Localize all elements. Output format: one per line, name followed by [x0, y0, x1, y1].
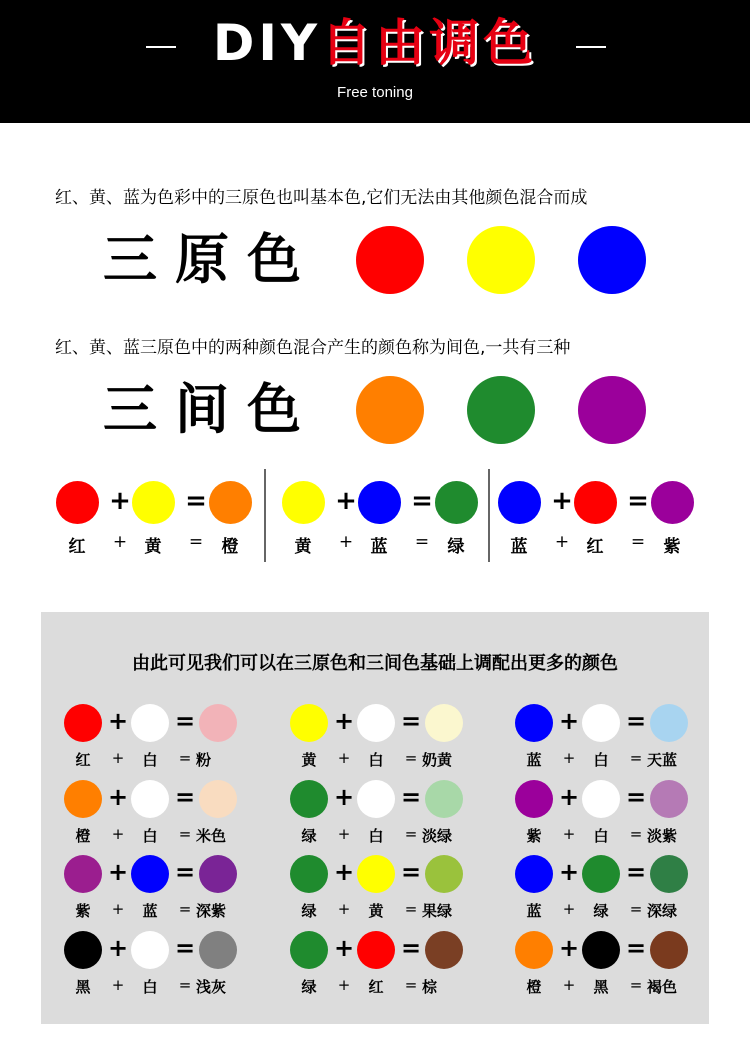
equals-sign: =	[175, 858, 196, 886]
more-label-b: 红	[368, 978, 384, 996]
more-label-equals: =	[178, 976, 192, 994]
plus-sign: +	[334, 783, 355, 811]
more-color-b	[582, 704, 620, 742]
more-color-b	[131, 704, 169, 742]
mix-color-result	[435, 481, 478, 524]
more-label-a: 蓝	[526, 902, 542, 920]
more-color-b	[357, 780, 395, 818]
more-color-b	[131, 931, 169, 969]
more-color-a	[290, 780, 328, 818]
more-label-result: 褐色	[647, 978, 678, 996]
equals-sign: =	[175, 783, 196, 811]
more-color-a	[64, 704, 102, 742]
plus-sign: +	[108, 707, 129, 735]
plus-sign: +	[334, 934, 355, 962]
more-color-result	[650, 704, 688, 742]
mix-label-equals: =	[414, 532, 430, 552]
equals-sign: =	[175, 934, 196, 962]
mix-label-b: 黄	[144, 537, 162, 557]
plus-sign: +	[559, 934, 580, 962]
more-label-plus: +	[111, 900, 125, 918]
mix-label-a: 蓝	[510, 537, 528, 557]
more-label-equals: =	[404, 976, 418, 994]
more-label-plus: +	[111, 825, 125, 843]
more-label-result: 深紫	[196, 902, 227, 920]
mix-divider	[488, 469, 490, 562]
more-label-b: 蓝	[142, 902, 158, 920]
more-label-a: 绿	[301, 902, 317, 920]
mix-label-equals: =	[630, 532, 646, 552]
primary-description: 红、黄、蓝为色彩中的三原色也叫基本色,它们无法由其他颜色混合而成	[55, 188, 588, 208]
more-color-a	[64, 855, 102, 893]
more-color-b	[131, 780, 169, 818]
more-label-result: 米色	[196, 827, 227, 845]
more-color-result	[650, 931, 688, 969]
secondary-color-swatch	[467, 376, 535, 444]
equals-sign: =	[626, 934, 647, 962]
more-label-plus: +	[562, 900, 576, 918]
more-color-a	[290, 704, 328, 742]
more-label-b: 黑	[593, 978, 609, 996]
plus-sign: +	[108, 934, 129, 962]
plus-sign: +	[334, 707, 355, 735]
more-color-result	[425, 704, 463, 742]
equals-sign: =	[401, 707, 422, 735]
more-label-a: 紫	[526, 827, 542, 845]
more-label-result: 深绿	[647, 902, 678, 920]
more-label-a: 黄	[301, 751, 317, 769]
mix-color-b	[574, 481, 617, 524]
more-label-result: 淡紫	[647, 827, 678, 845]
mix-label-b: 蓝	[370, 537, 388, 557]
equals-sign: =	[411, 486, 433, 516]
more-color-result	[199, 931, 237, 969]
primary-color-swatch	[578, 226, 646, 294]
more-label-equals: =	[629, 825, 643, 843]
more-label-b: 白	[368, 751, 384, 769]
more-label-equals: =	[629, 900, 643, 918]
more-color-result	[199, 780, 237, 818]
plus-sign: +	[559, 858, 580, 886]
primary-color-swatch	[467, 226, 535, 294]
more-color-a	[64, 931, 102, 969]
plus-sign: +	[335, 486, 357, 516]
primary-color-swatch	[356, 226, 424, 294]
equals-sign: =	[175, 707, 196, 735]
secondary-label: 三间色	[103, 378, 319, 441]
more-color-a	[515, 855, 553, 893]
mix-label-result: 橙	[221, 537, 239, 557]
more-label-plus: +	[111, 749, 125, 767]
more-label-plus: +	[337, 749, 351, 767]
more-label-result: 奶黄	[422, 751, 453, 769]
more-label-result: 粉	[196, 751, 212, 769]
more-label-plus: +	[562, 749, 576, 767]
more-color-a	[515, 704, 553, 742]
more-label-plus: +	[562, 976, 576, 994]
more-colors-title: 由此可见我们可以在三原色和三间色基础上调配出更多的颜色	[132, 653, 618, 674]
more-label-equals: =	[178, 749, 192, 767]
more-label-equals: =	[404, 749, 418, 767]
title-chinese: 自由调色	[321, 14, 538, 72]
more-color-a	[515, 931, 553, 969]
more-label-plus: +	[337, 976, 351, 994]
page-title	[0, 10, 750, 76]
mix-color-result	[209, 481, 252, 524]
more-color-b	[582, 855, 620, 893]
equals-sign: =	[401, 934, 422, 962]
mix-label-a: 黄	[294, 537, 312, 557]
more-label-equals: =	[178, 825, 192, 843]
equals-sign: =	[626, 858, 647, 886]
equals-sign: =	[626, 783, 647, 811]
plus-sign: +	[109, 486, 131, 516]
mix-label-plus: +	[112, 532, 128, 552]
more-label-b: 白	[142, 978, 158, 996]
equals-sign: =	[626, 707, 647, 735]
plus-sign: +	[559, 707, 580, 735]
plus-sign: +	[559, 783, 580, 811]
more-label-b: 白	[142, 751, 158, 769]
more-color-result	[425, 931, 463, 969]
more-label-b: 白	[593, 827, 609, 845]
more-label-b: 绿	[593, 902, 609, 920]
more-color-a	[290, 855, 328, 893]
mix-label-a: 红	[68, 537, 86, 557]
more-color-result	[199, 855, 237, 893]
more-label-a: 紫	[75, 902, 91, 920]
more-label-a: 绿	[301, 827, 317, 845]
more-label-result: 棕	[422, 978, 438, 996]
more-color-a	[64, 780, 102, 818]
more-color-result	[425, 855, 463, 893]
more-color-b	[357, 704, 395, 742]
mix-label-plus: +	[554, 532, 570, 552]
equals-sign: =	[401, 858, 422, 886]
more-label-equals: =	[404, 900, 418, 918]
header-banner	[0, 0, 750, 123]
more-label-result: 淡绿	[422, 827, 453, 845]
more-label-b: 白	[593, 751, 609, 769]
more-label-a: 橙	[526, 978, 542, 996]
mix-color-b	[132, 481, 175, 524]
more-label-plus: +	[337, 825, 351, 843]
more-label-a: 蓝	[526, 751, 542, 769]
page-subtitle: Free toning	[337, 84, 413, 101]
more-color-result	[199, 704, 237, 742]
secondary-color-swatch	[356, 376, 424, 444]
mix-label-result: 绿	[447, 537, 465, 557]
more-color-b	[357, 855, 395, 893]
more-color-a	[290, 931, 328, 969]
more-label-result: 果绿	[422, 902, 453, 920]
primary-label: 三原色	[103, 228, 319, 291]
more-label-a: 黑	[75, 978, 91, 996]
more-label-a: 红	[75, 751, 91, 769]
more-label-result: 浅灰	[196, 978, 227, 996]
mix-color-b	[358, 481, 401, 524]
more-label-plus: +	[337, 900, 351, 918]
plus-sign: +	[551, 486, 573, 516]
mix-color-a	[498, 481, 541, 524]
more-label-b: 黄	[368, 902, 384, 920]
more-label-equals: =	[629, 749, 643, 767]
mix-color-result	[651, 481, 694, 524]
mix-label-equals: =	[188, 532, 204, 552]
more-label-equals: =	[178, 900, 192, 918]
more-color-result	[425, 780, 463, 818]
more-label-b: 白	[142, 827, 158, 845]
more-color-result	[650, 855, 688, 893]
mix-label-result: 紫	[663, 537, 681, 557]
more-label-plus: +	[111, 976, 125, 994]
plus-sign: +	[108, 858, 129, 886]
title-latin: DIY	[212, 14, 322, 72]
more-color-b	[357, 931, 395, 969]
mix-divider	[264, 469, 266, 562]
equals-sign: =	[401, 783, 422, 811]
more-label-a: 绿	[301, 978, 317, 996]
more-label-a: 橙	[75, 827, 91, 845]
more-color-b	[131, 855, 169, 893]
mix-label-b: 红	[586, 537, 604, 557]
secondary-description: 红、黄、蓝三原色中的两种颜色混合产生的颜色称为间色,一共有三种	[55, 338, 571, 358]
equals-sign: =	[627, 486, 649, 516]
more-label-equals: =	[629, 976, 643, 994]
more-label-equals: =	[404, 825, 418, 843]
mix-color-a	[282, 481, 325, 524]
mix-color-a	[56, 481, 99, 524]
more-color-b	[582, 780, 620, 818]
plus-sign: +	[108, 783, 129, 811]
more-label-b: 白	[368, 827, 384, 845]
more-color-result	[650, 780, 688, 818]
secondary-color-swatch	[578, 376, 646, 444]
equals-sign: =	[185, 486, 207, 516]
mix-label-plus: +	[338, 532, 354, 552]
more-label-result: 天蓝	[647, 751, 678, 769]
more-color-a	[515, 780, 553, 818]
plus-sign: +	[334, 858, 355, 886]
more-color-b	[582, 931, 620, 969]
more-label-plus: +	[562, 825, 576, 843]
